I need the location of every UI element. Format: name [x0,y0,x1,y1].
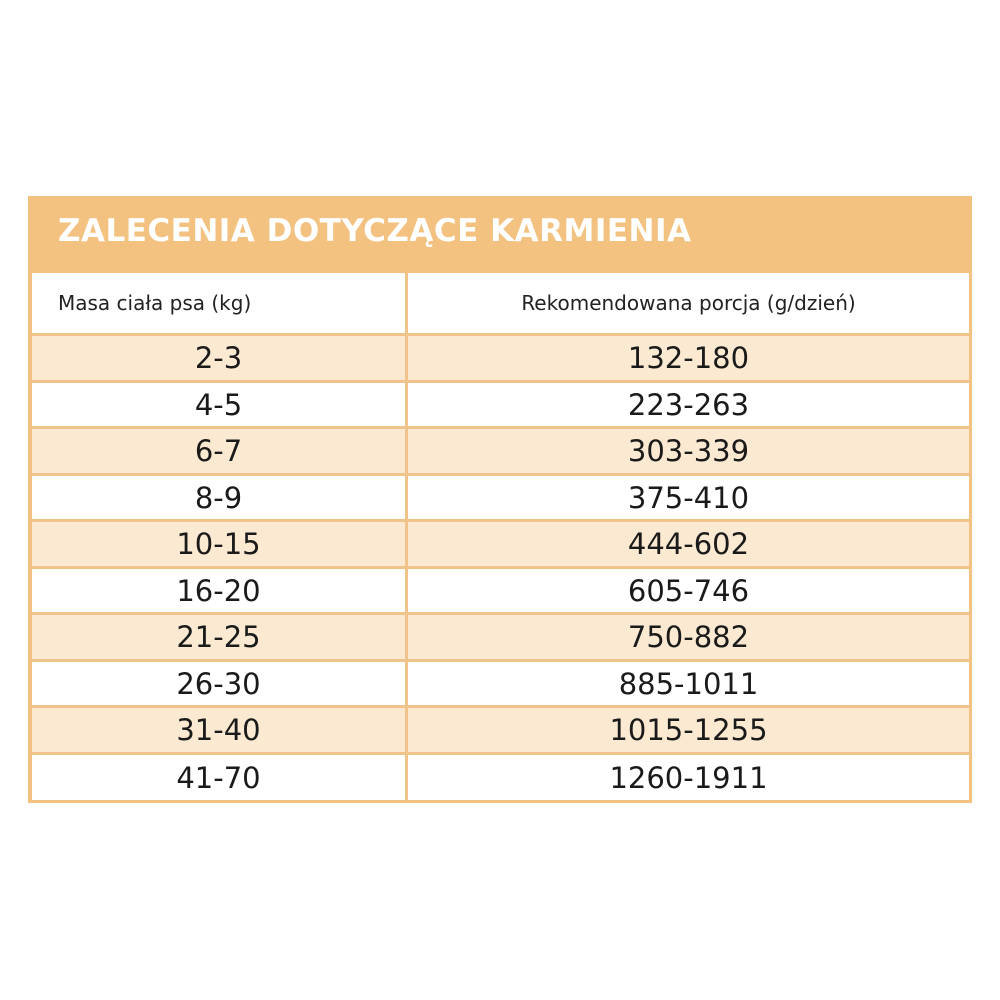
portion-cell: 1260-1911 [408,755,969,800]
table-row [32,476,969,519]
portion-cell: 444-602 [408,522,969,566]
weight-cell: 31-40 [32,708,405,752]
weight-cell: 4-5 [32,383,405,426]
header-portion: Rekomendowana porcja (g/dzień) [408,273,969,333]
table-title: ZALECENIA DOTYCZĄCE KARMIENIA [58,213,692,249]
header-weight: Masa ciała psa (kg) [32,273,405,333]
portion-cell: 132-180 [408,336,969,380]
portion-cell: 375-410 [408,476,969,519]
table-grid [32,273,969,800]
weight-cell: 26-30 [32,662,405,705]
weight-cell: 10-15 [32,522,405,566]
portion-cell: 750-882 [408,615,969,659]
portion-cell: 1015-1255 [408,708,969,752]
weight-cell: 6-7 [32,429,405,473]
portion-cell: 885-1011 [408,662,969,705]
weight-cell: 21-25 [32,615,405,659]
table-header-row [32,273,969,333]
table-row [32,336,969,380]
portion-cell: 303-339 [408,429,969,473]
feeding-table [28,196,972,803]
table-row [32,755,969,800]
table-row [32,662,969,705]
table-row [32,569,969,612]
table-row [32,615,969,659]
table-row [32,383,969,426]
weight-cell: 8-9 [32,476,405,519]
weight-cell: 41-70 [32,755,405,800]
table-row [32,429,969,473]
table-row [32,708,969,752]
portion-cell: 605-746 [408,569,969,612]
weight-cell: 16-20 [32,569,405,612]
portion-cell: 223-263 [408,383,969,426]
table-row [32,522,969,566]
weight-cell: 2-3 [32,336,405,380]
